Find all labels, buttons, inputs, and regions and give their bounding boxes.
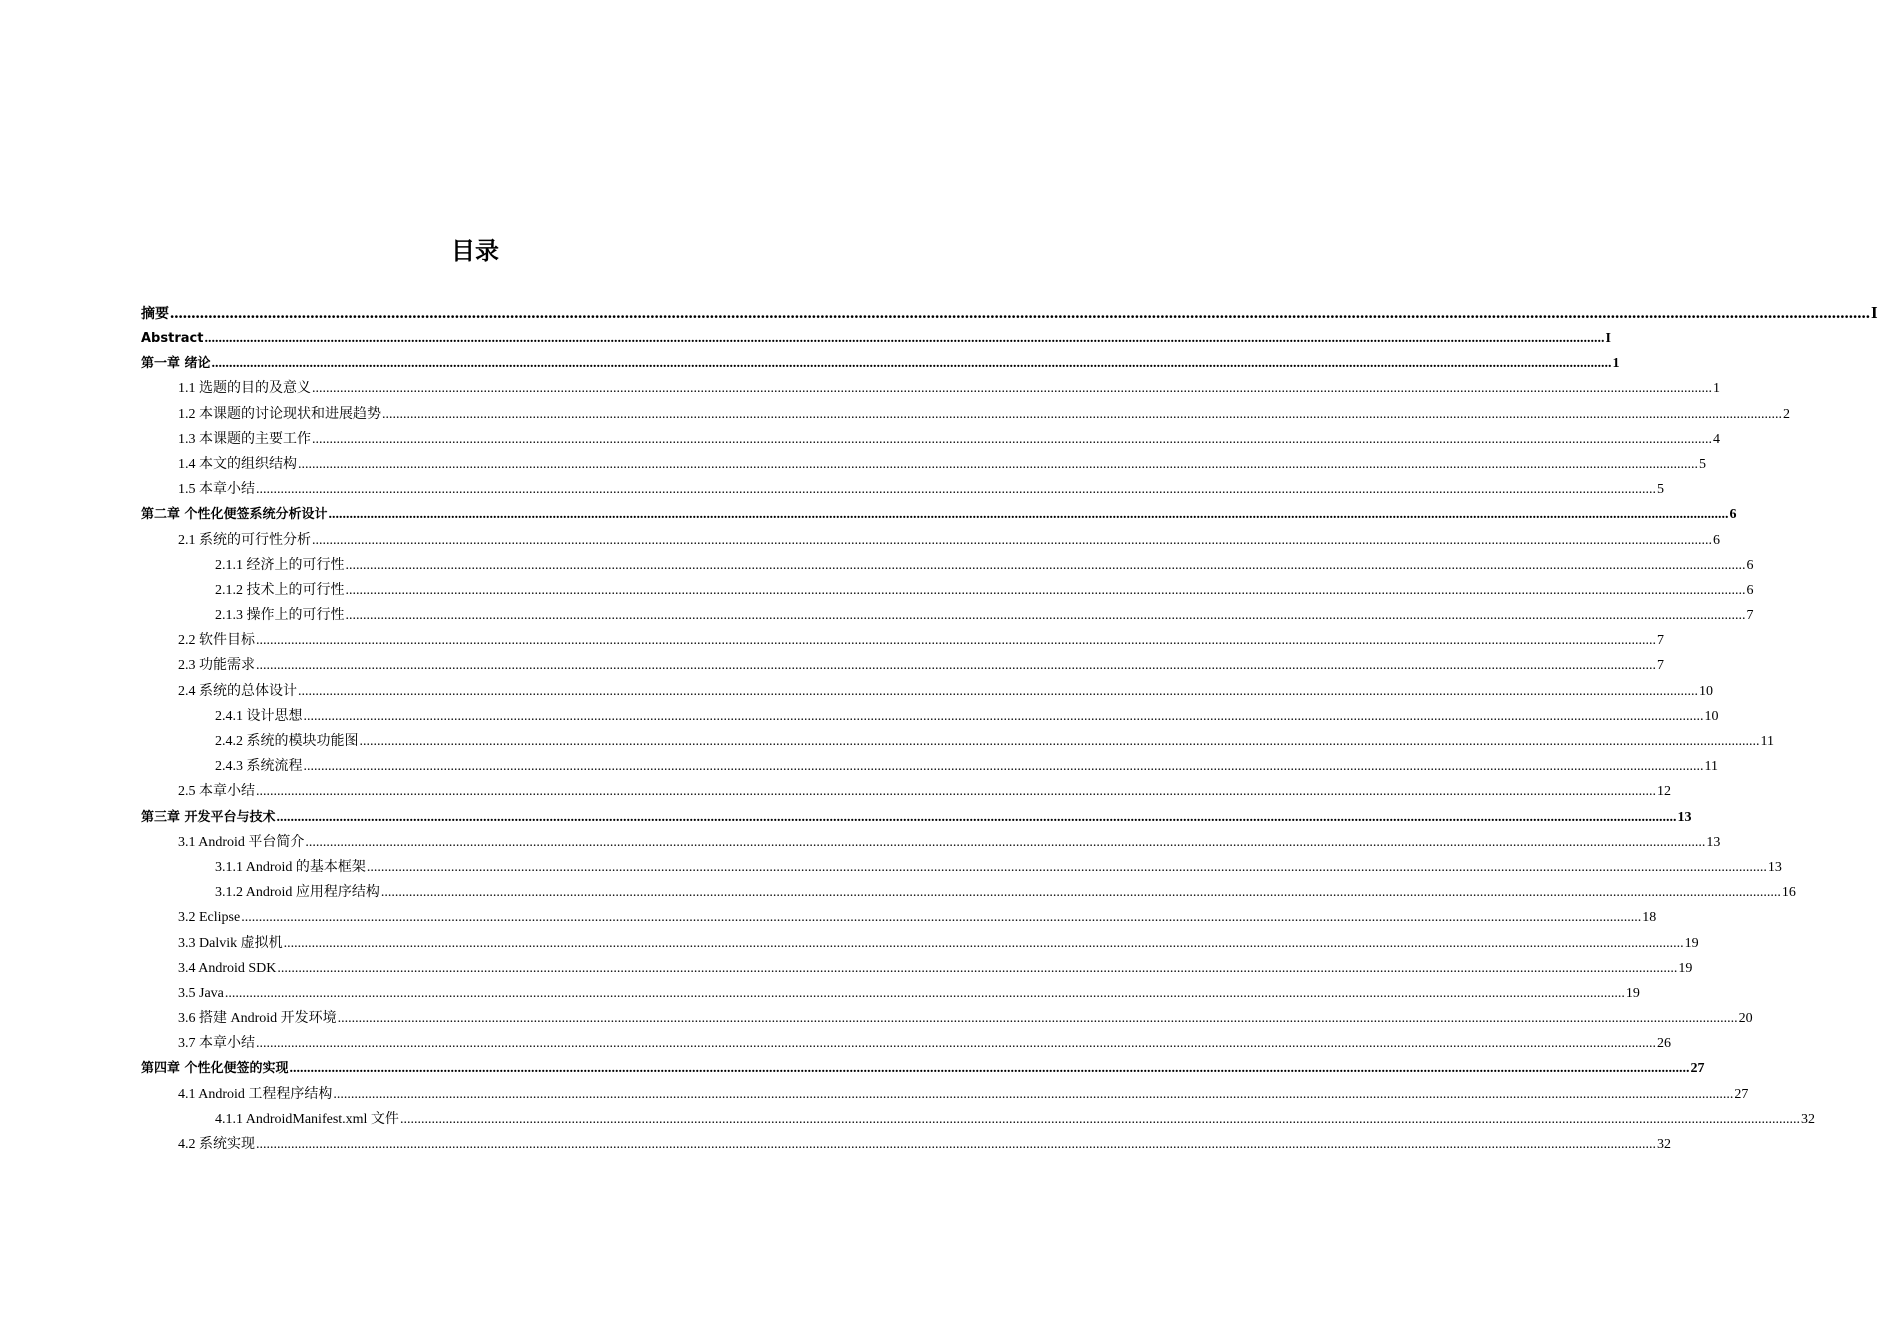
toc-leader-dots: ................................................................................................................................................................................................................................................................................................................................................................................................................	[256, 482, 1656, 498]
toc-entry[interactable]	[141, 830, 1721, 855]
toc-entry-page: 16	[1781, 885, 1796, 901]
toc-leader-dots: ................................................................................................................................................................................................................................................................................................................................................................................................................	[328, 507, 1729, 523]
toc-entry[interactable]	[141, 427, 1720, 452]
toc-leader-dots: ................................................................................................................................................................................................................................................................................................................................................................................................................	[277, 960, 1678, 976]
toc-entry[interactable]	[141, 956, 1693, 981]
toc-leader-dots: ................................................................................................................................................................................................................................................................................................................................................................................................................	[256, 1137, 1656, 1152]
toc-entry-page: 10	[1704, 708, 1719, 724]
toc-leader-dots: ................................................................................................................................................................................................................................................................................................................................................................................................................	[276, 809, 1677, 825]
toc-entry[interactable]	[141, 1006, 1753, 1031]
toc-entry-page: 7	[1657, 633, 1664, 649]
toc-entry-label: 2.4.3 系统流程	[215, 759, 303, 775]
toc-leader-dots: ................................................................................................................................................................................................................................................................................................................................................................................................................	[312, 381, 1712, 397]
toc-entry-page: 11	[1760, 734, 1774, 749]
toc-entry-label: 1.1 选题的目的及意义	[178, 381, 311, 397]
toc-leader-dots: ................................................................................................................................................................................................................................................................................................................................................................................................................	[345, 608, 1746, 624]
toc-entry-label: 2.1.3 操作上的可行性	[215, 608, 345, 624]
toc-entry[interactable]	[141, 981, 1640, 1006]
toc-entry[interactable]	[141, 603, 1754, 628]
toc-entry-page: 20	[1738, 1011, 1753, 1027]
toc-entry-page: 13	[1677, 809, 1692, 825]
toc-leader-dots: ................................................................................................................................................................................................................................................................................................................................................................................................................	[333, 1086, 1734, 1102]
toc-entry-label: 2.1.2 技术上的可行性	[215, 582, 345, 598]
toc-entry[interactable]	[141, 905, 1657, 930]
toc-entry[interactable]	[141, 351, 1620, 376]
toc-leader-dots: ................................................................................................................................................................................................................................................................................................................................................................................................................	[345, 582, 1746, 598]
toc-entry-page: 6	[1746, 557, 1754, 573]
toc-entry-page: 11	[1704, 759, 1718, 775]
toc-entry-label: 2.3 功能需求	[178, 658, 255, 674]
toc-leader-dots: ................................................................................................................................................................................................................................................................................................................................................................................................................	[366, 859, 1767, 875]
toc-entry-page: 4	[1713, 431, 1720, 447]
toc-entry-page: 6	[1746, 582, 1754, 598]
toc-leader-dots: ................................................................................................................................................................................................................................................................................................................................................................................................................	[298, 683, 1698, 699]
toc-leader-dots: ................................................................................................................................................................................................................................................................................................................................................................................................................	[305, 834, 1706, 850]
toc-entry-label: 第一章 绪论	[141, 356, 211, 372]
toc-leader-dots: ................................................................................................................................................................................................................................................................................................................................................................................................................	[303, 708, 1704, 724]
toc-entry-page: 18	[1642, 910, 1657, 926]
toc-entry-page: 26	[1657, 1036, 1671, 1052]
toc-leader-dots: ................................................................................................................................................................................................................................................................................................................................................................................................................	[345, 557, 1746, 573]
toc-leader-dots: ................................................................................................................................................................................................................................................................................................................................................................................................................	[256, 784, 1656, 800]
toc-entry[interactable]	[141, 300, 1878, 326]
toc-entry-label: 1.5 本章小结	[178, 482, 255, 498]
toc-entry-label: 1.3 本课题的主要工作	[178, 431, 311, 447]
toc-entry[interactable]	[141, 931, 1699, 956]
toc-leader-dots: ................................................................................................................................................................................................................................................................................................................................................................................................................	[399, 1111, 1800, 1127]
toc-leader-dots: ................................................................................................................................................................................................................................................................................................................................................................................................................	[289, 1061, 1690, 1077]
toc-entry[interactable]	[141, 754, 1718, 779]
toc-entry[interactable]	[141, 779, 1671, 804]
toc-leader-dots: ................................................................................................................................................................................................................................................................................................................................................................................................................	[303, 759, 1704, 775]
toc-entry-label: 第四章 个性化便签的实现	[141, 1061, 289, 1077]
toc-leader-dots: ................................................................................................................................................................................................................................................................................................................................................................................................................	[382, 406, 1782, 422]
toc-leader-dots: ................................................................................................................................................................................................................................................................................................................................................................................................................	[256, 658, 1656, 674]
toc-entry-label: 3.1 Android 平台简介	[178, 834, 305, 850]
toc-entry-label: 1.4 本文的组织结构	[178, 456, 297, 472]
toc-entry-label: 3.1.1 Android 的基本框架	[215, 859, 366, 875]
toc-entry-page: 5	[1657, 482, 1664, 498]
toc-entry[interactable]	[141, 528, 1720, 553]
toc-entry-label: 2.1.1 经济上的可行性	[215, 557, 345, 573]
toc-entry[interactable]	[141, 1056, 1705, 1081]
toc-entry-label: 2.4.1 设计思想	[215, 708, 303, 724]
toc-entry-label: 3.6 搭建 Android 开发环境	[178, 1011, 337, 1027]
toc-entry[interactable]	[141, 326, 1611, 351]
toc-entry-page: 13	[1767, 859, 1782, 875]
toc-leader-dots: ................................................................................................................................................................................................................................................................................................................................................................................................................	[298, 456, 1698, 472]
toc-entry-label: 3.7 本章小结	[178, 1036, 255, 1052]
toc-entry-page: I	[1605, 331, 1611, 346]
toc-entry-page: 32	[1657, 1137, 1671, 1152]
toc-entry-label: 3.4 Android SDK	[178, 960, 277, 976]
toc-entry-label: 2.4 系统的总体设计	[178, 683, 297, 699]
toc-entry-page: 6	[1713, 532, 1720, 548]
toc-entry-label: 4.2 系统实现	[178, 1137, 255, 1152]
toc-entry[interactable]	[141, 1031, 1671, 1056]
toc-entry[interactable]	[141, 628, 1664, 653]
toc-leader-dots: ................................................................................................................................................................................................................................................................................................................................................................................................................	[283, 935, 1684, 951]
toc-entry-page: 5	[1699, 456, 1706, 472]
toc-entry[interactable]	[141, 553, 1754, 578]
toc-entry-label: 3.2 Eclipse	[178, 910, 241, 926]
toc-entry-page: 7	[1657, 658, 1664, 674]
toc-entry-label: 3.5 Java	[178, 985, 224, 1001]
toc-leader-dots: ................................................................................................................................................................................................................................................................................................................................................................................................................	[359, 734, 1760, 749]
toc-entry-page: 6	[1729, 507, 1737, 523]
toc-entry[interactable]	[141, 805, 1692, 830]
toc-entry-label: 2.5 本章小结	[178, 784, 255, 800]
toc-leader-dots: ................................................................................................................................................................................................................................................................................................................................................................................................................	[224, 985, 1625, 1001]
toc-entry[interactable]	[141, 729, 1774, 754]
toc-entry-page: 19	[1684, 935, 1699, 951]
toc-entry-page: 19	[1625, 985, 1640, 1001]
toc-entry-label: 2.4.2 系统的模块功能图	[215, 734, 359, 749]
toc-entry-page: 10	[1699, 683, 1713, 699]
toc-entry-page: 1	[1713, 381, 1720, 397]
toc-leader-dots: ................................................................................................................................................................................................................................................................................................................................................................................................................	[241, 910, 1642, 926]
toc-entry-label: 4.1.1 AndroidManifest.xml 文件	[215, 1111, 399, 1127]
toc-entry[interactable]	[141, 1082, 1749, 1107]
toc-entry-label: 2.1 系统的可行性分析	[178, 532, 311, 548]
toc-entry[interactable]	[141, 578, 1754, 603]
toc-entry-page: 19	[1678, 960, 1693, 976]
toc-entry[interactable]	[141, 402, 1790, 427]
toc-leader-dots: ................................................................................................................................................................................................................................................................................................................................................................................................................	[211, 356, 1612, 372]
toc-entry-label: 2.2 软件目标	[178, 633, 255, 649]
toc-entry-label: 4.1 Android 工程程序结构	[178, 1086, 333, 1102]
table-of-contents	[141, 300, 1878, 1157]
toc-entry-label: 第三章 开发平台与技术	[141, 809, 276, 825]
toc-entry-label: 摘要	[141, 306, 169, 322]
toc-entry-page: 13	[1706, 834, 1721, 850]
toc-leader-dots: ................................................................................................................................................................................................................................................................................................................................................................................................................	[312, 532, 1712, 548]
toc-entry-page: 7	[1746, 608, 1754, 624]
toc-entry[interactable]	[141, 1107, 1815, 1132]
toc-entry-label: 3.3 Dalvik 虚拟机	[178, 935, 283, 951]
toc-entry[interactable]	[141, 502, 1737, 527]
toc-leader-dots: ................................................................................................................................................................................................................................................................................................................................................................................................................	[170, 303, 1870, 322]
page-title: 目录	[451, 237, 499, 265]
toc-entry-page: 2	[1783, 406, 1790, 422]
toc-entry[interactable]	[141, 376, 1720, 401]
toc-entry-page: 1	[1612, 356, 1620, 372]
toc-leader-dots: ................................................................................................................................................................................................................................................................................................................................................................................................................	[312, 431, 1712, 447]
toc-entry-page: 12	[1657, 784, 1671, 800]
toc-entry-page: 32	[1800, 1111, 1815, 1127]
toc-entry-page: 27	[1690, 1061, 1705, 1077]
toc-entry-page: 27	[1734, 1086, 1749, 1102]
toc-entry[interactable]	[141, 704, 1719, 729]
toc-leader-dots: ................................................................................................................................................................................................................................................................................................................................................................................................................	[337, 1011, 1738, 1027]
toc-entry-label: 3.1.2 Android 应用程序结构	[215, 885, 380, 901]
toc-entry[interactable]	[141, 452, 1706, 477]
toc-entry-label: Abstract	[141, 331, 204, 346]
toc-entry-label: 1.2 本课题的讨论现状和进展趋势	[178, 406, 381, 422]
toc-entry[interactable]	[141, 679, 1713, 704]
toc-entry[interactable]	[141, 880, 1796, 905]
toc-leader-dots: ................................................................................................................................................................................................................................................................................................................................................................................................................	[204, 331, 1605, 346]
toc-entry[interactable]	[141, 1132, 1671, 1157]
toc-entry[interactable]	[141, 855, 1782, 880]
toc-leader-dots: ................................................................................................................................................................................................................................................................................................................................................................................................................	[256, 1036, 1656, 1052]
toc-entry[interactable]	[141, 653, 1664, 678]
toc-leader-dots: ................................................................................................................................................................................................................................................................................................................................................................................................................	[256, 633, 1656, 649]
toc-entry-page: I	[1871, 303, 1878, 322]
toc-leader-dots: ................................................................................................................................................................................................................................................................................................................................................................................................................	[380, 885, 1781, 901]
toc-entry[interactable]	[141, 477, 1664, 502]
toc-entry-label: 第二章 个性化便签系统分析设计	[141, 507, 328, 523]
